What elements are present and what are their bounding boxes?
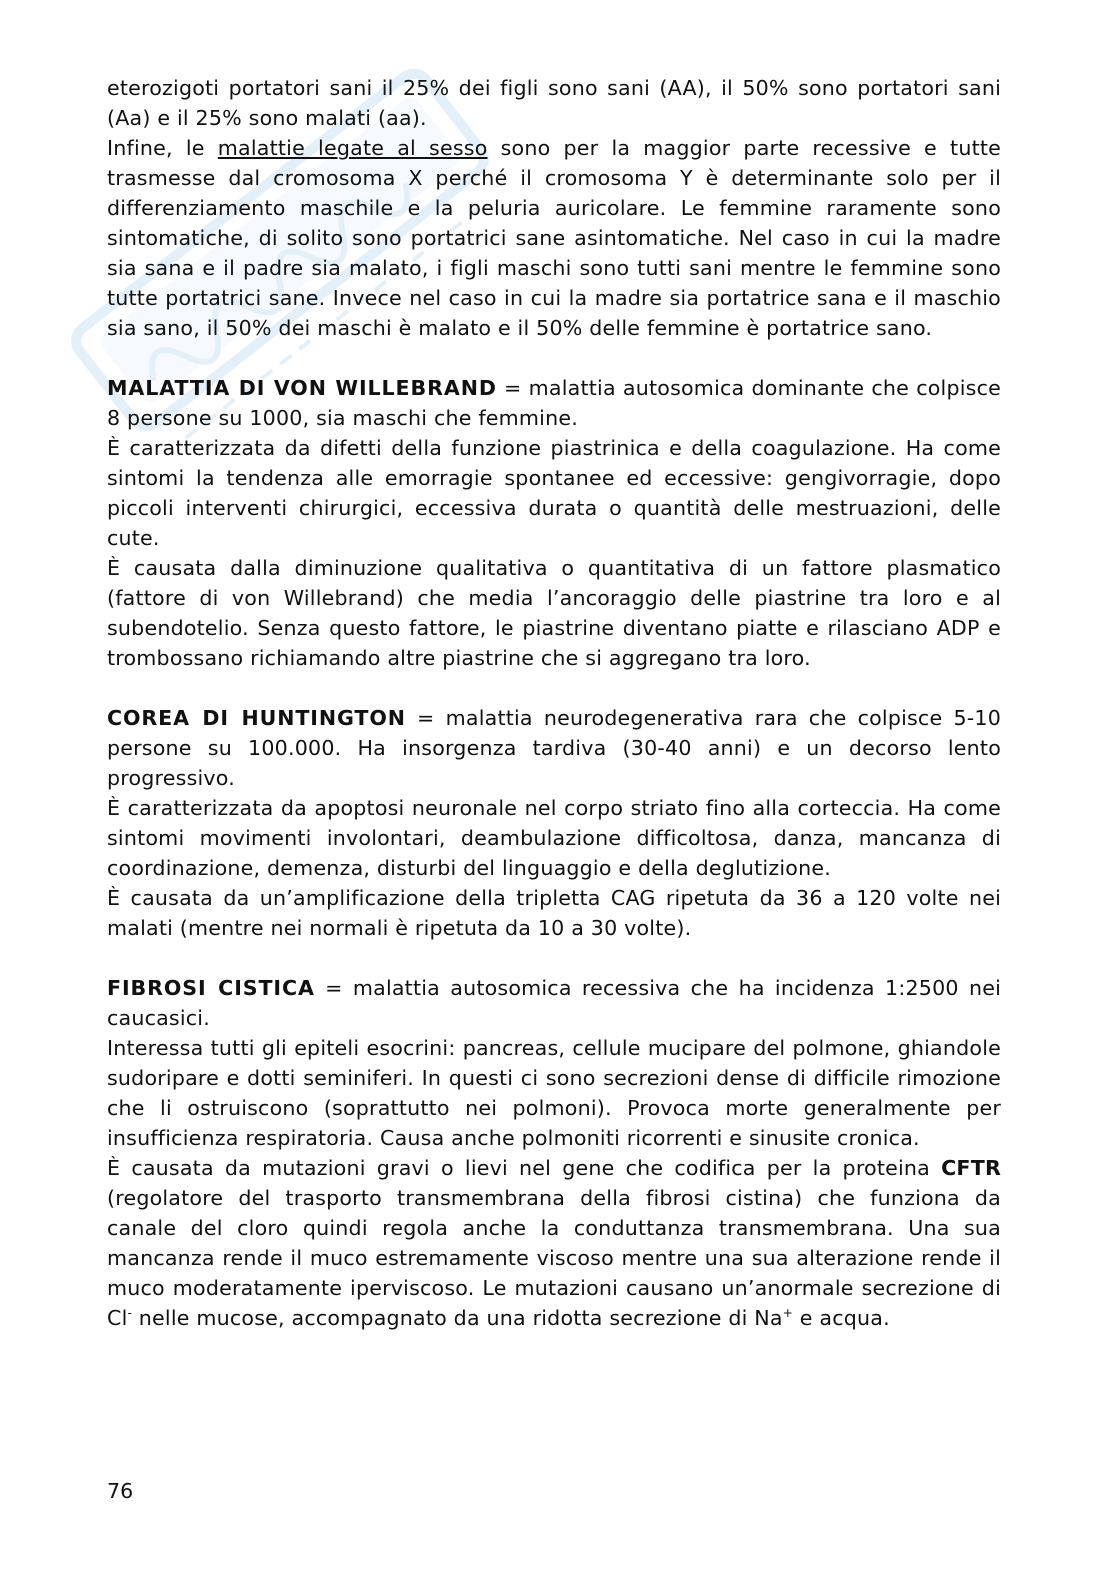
section-heading-huntington: COREA DI HUNTINGTON	[107, 706, 406, 730]
huntington-cause: È causata da un’amplificazione della tripletta CAG ripetuta da 36 a 120 volte nei malati (mentre nei normali è ripetuta da 10 a 30 volte).	[107, 886, 1001, 940]
document-body	[107, 73, 1001, 1333]
text-run: e acqua.	[793, 1306, 890, 1330]
paragraph-intro-genetics: eterozigoti portatori sani il 25% dei figli sono sani (AA), il 50% sono portatori sani (Aa) e il 25% sono malati (aa).	[107, 76, 1001, 130]
section-heading-willebrand: MALATTIA DI VON WILLEBRAND	[107, 376, 497, 400]
fibrosi-definition	[107, 973, 1001, 1033]
text-run: = malattia neurodegenerativa rara che colpisce 5-10 persone su 100.000. Ha insorgenza tardiva (30-40 anni) e un decorso lento progressivo.	[107, 706, 1001, 790]
fibrosi-cause	[107, 1153, 1001, 1333]
superscript-plus: +	[782, 1306, 794, 1320]
text-run: = malattia autosomica dominante che colpisce 8 persone su 1000, sia maschi che femmine.	[107, 376, 1001, 430]
willebrand-definition	[107, 373, 1001, 433]
huntington-definition	[107, 703, 1001, 793]
text-run: (regolatore del trasporto transmembrana della fibrosi cistina) che funziona da canale del cloro quindi regola anche la conduttanza transmembrana. Una sua mancanza rende il muco estremamente viscoso mentre una sua alterazione rende il muco moderatamente iperviscoso. Le mutazioni causano un’anormale secrezione di Cl	[107, 1186, 1001, 1330]
huntington-symptoms: È caratterizzata da apoptosi neuronale nel corpo striato fino alla corteccia. Ha come sintomi movimenti involontari, deambulazione difficoltosa, danza, mancanza di coordinazione, demenza, disturbi del linguaggio e della deglutizione.	[107, 796, 1001, 880]
text-run: nelle mucose, accompagnato da una ridotta secrezione di Na	[132, 1306, 783, 1330]
text-run: Infine, le	[107, 136, 218, 160]
willebrand-symptoms: È caratterizzata da difetti della funzione piastrinica e della coagulazione. Ha come sintomi la tendenza alle emorragie spontanee ed eccessive: gengivorragie, dopo piccoli interventi chirurgici, eccessiva durata o quantità delle mestruazioni, delle cute.	[107, 436, 1001, 550]
text-run: sono per la maggior parte recessive e tutte trasmesse dal cromosoma X perché il cromosoma Y è determinante solo per il differenziamento maschile e la peluria auricolare. Le femmine raramente sono sintomatiche, di solito sono portatrici sane asintomatiche. Nel caso in cui la madre sia sana e il padre sia malato, i figli maschi sono tutti sani mentre le femmine sono tutte portatrici sane. Invece nel caso in cui la madre sia portatrice sana e il maschio sia sano, il 50% dei maschi è malato e il 50% delle femmine è portatrice sano.	[107, 136, 1001, 340]
cftr-term: CFTR	[941, 1156, 1001, 1180]
page-number: 76	[107, 1479, 134, 1503]
text-run: È causata da mutazioni gravi o lievi nel gene che codifica per la proteina	[107, 1156, 942, 1180]
fibrosi-symptoms: Interessa tutti gli epiteli esocrini: pancreas, cellule mucipare del polmone, ghiandole sudoripare e dotti seminiferi. In questi ci sono secrezioni dense di difficile rimozione che li ostruiscono (soprattutto nei polmoni). Provoca morte generalmente per insufficienza respiratoria. Causa anche polmoniti ricorrenti e sinusite cronica.	[107, 1036, 1001, 1150]
superscript-minus: -	[127, 1306, 133, 1320]
section-spacer	[107, 943, 1001, 973]
underlined-term: malattie legate al sesso	[217, 136, 488, 160]
paragraph-sex-linked	[107, 133, 1001, 343]
willebrand-cause: È causata dalla diminuzione qualitativa o quantitativa di un fattore plasmatico (fattore di von Willebrand) che media l’ancoraggio delle piastrine tra loro e al subendotelio. Senza questo fattore, le piastrine diventano piatte e rilasciano ADP e trombossano richiamando altre piastrine che si aggregano tra loro.	[107, 556, 1001, 670]
section-spacer	[107, 673, 1001, 703]
section-spacer	[107, 343, 1001, 373]
text-run: = malattia autosomica recessiva che ha incidenza 1:2500 nei caucasici.	[107, 976, 1001, 1030]
section-heading-fibrosi: FIBROSI CISTICA	[107, 976, 315, 1000]
